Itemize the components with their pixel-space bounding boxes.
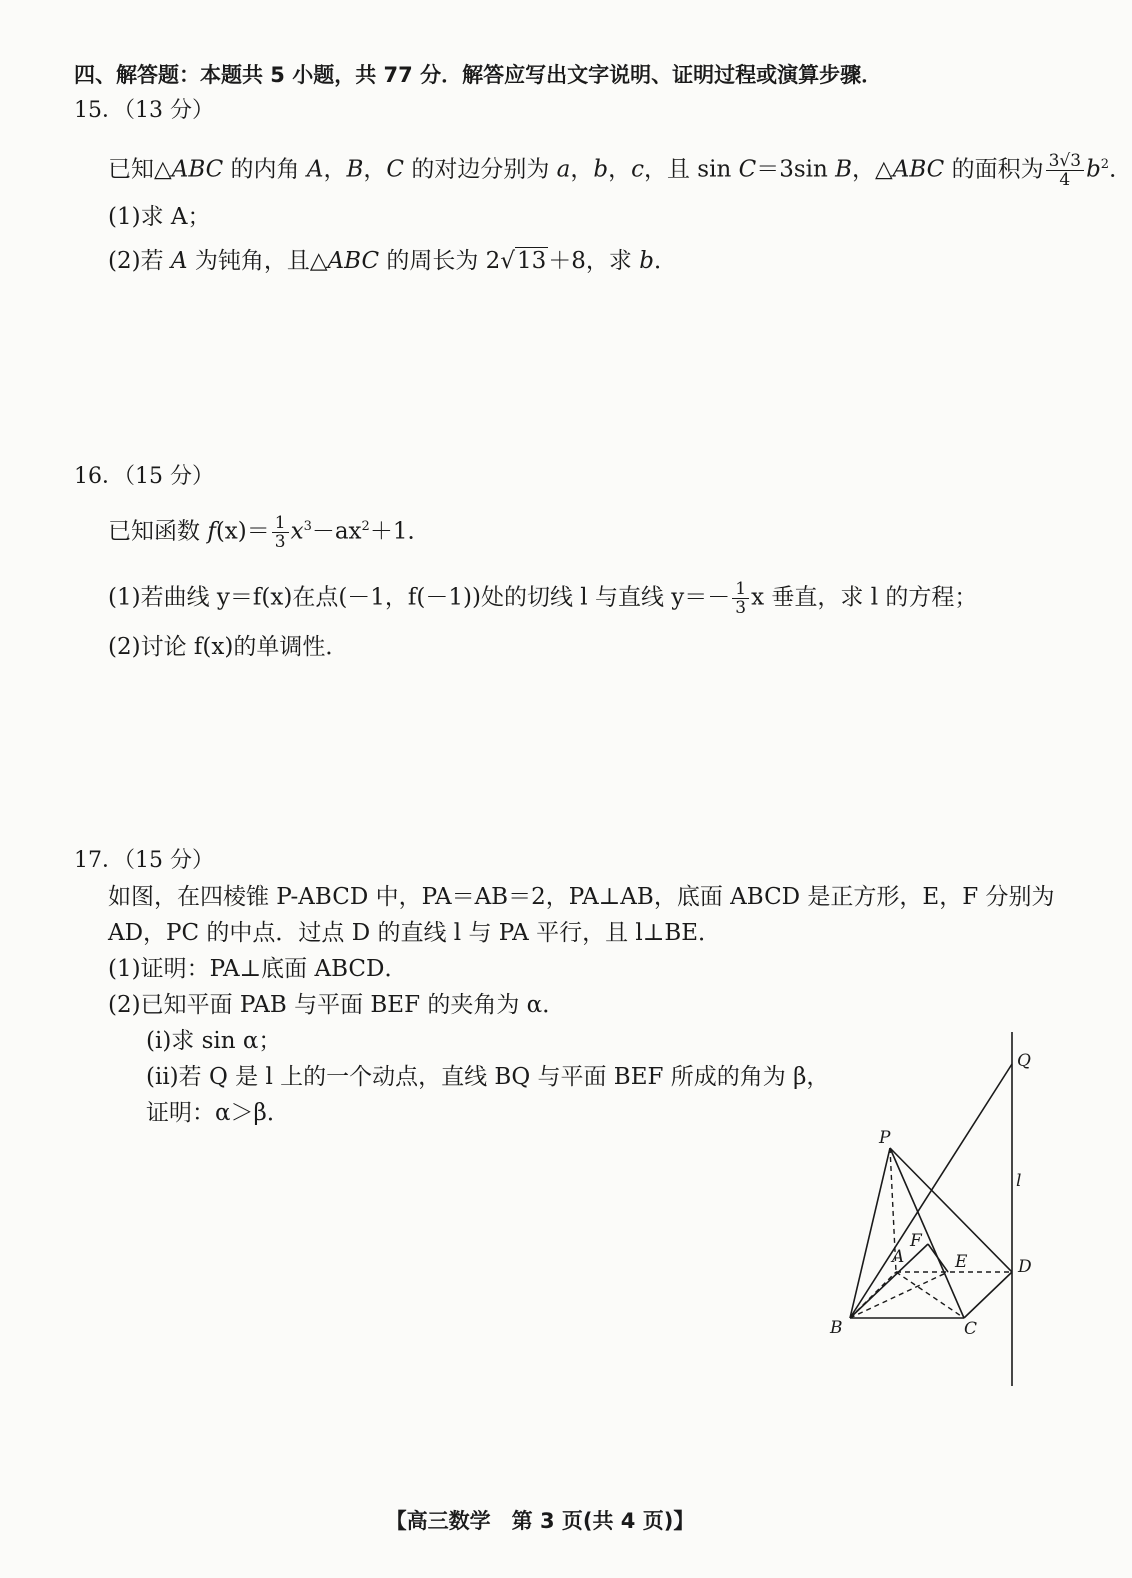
q15-number: 15．（13 分） bbox=[74, 98, 214, 123]
section-header: 四、解答题：本题共 5 小题，共 77 分．解答应写出文字说明、证明过程或演算步骤． bbox=[74, 63, 883, 87]
label-B: B bbox=[830, 1318, 843, 1338]
label-E: E bbox=[955, 1252, 968, 1272]
q17-part2-i: (ⅰ)求 sin α； bbox=[146, 1028, 282, 1054]
label-Q: Q bbox=[1017, 1051, 1031, 1071]
edge-CD bbox=[964, 1272, 1012, 1318]
q16-fraction: $\frac{1}{3}$ bbox=[272, 514, 289, 551]
edge-PB bbox=[850, 1148, 890, 1318]
label-A: A bbox=[892, 1247, 905, 1267]
q16-part1: (1)若曲线 y＝f(x)在点(－1，f(－1))处的切线 l 与直线 y＝－ $\frac{1}{3}$ x 垂直，求 l 的方程； bbox=[108, 579, 978, 618]
page-footer: 【高三数学 第 3 页(共 4 页)】 bbox=[385, 1509, 695, 1533]
q17-part2-ii: (ⅱ)若 Q 是 l 上的一个动点，直线 BQ 与平面 BEF 所成的角为 β， bbox=[146, 1064, 830, 1090]
q17-line1: 如图，在四棱锥 P-ABCD 中，PA＝AB＝2，PA⊥AB，底面 ABCD 是正方形，E，F 分别为 bbox=[108, 884, 1055, 910]
label-P: P bbox=[879, 1128, 891, 1148]
q17-line2: AD，PC 的中点．过点 D 的直线 l 与 PA 平行，且 l⊥BE． bbox=[108, 920, 722, 946]
q17-number: 17．（15 分） bbox=[74, 848, 214, 873]
label-C: C bbox=[964, 1319, 978, 1339]
q15-stem: 已知△ABC 的内角 A，B，C 的对边分别为 a，b，c，且 sin C＝3sin B，△ABC 的面积为 $\frac{3√3}{4}$ $b^2$． bbox=[108, 151, 1132, 190]
edge-PD bbox=[890, 1148, 1012, 1272]
q17-part1: (1)证明：PA⊥底面 ABCD． bbox=[108, 956, 408, 982]
edge-AB bbox=[850, 1272, 896, 1318]
label-l: l bbox=[1016, 1171, 1022, 1191]
q15-fraction: $\frac{3√3}{4}$ bbox=[1046, 152, 1084, 189]
q15-part1: (1)求 A； bbox=[108, 204, 211, 230]
q16-part2: (2)讨论 f(x)的单调性． bbox=[108, 634, 349, 660]
line-BF bbox=[850, 1244, 928, 1318]
q16-part1-fraction: $\frac{1}{3}$ bbox=[732, 580, 749, 617]
q16-stem: 已知函数 f(x)＝ $\frac{1}{3}$ $x^3-ax^2+1$． bbox=[108, 513, 431, 552]
q17-part2-ii-proof: 证明：α＞β． bbox=[146, 1100, 290, 1126]
q16-number: 16．（15 分） bbox=[74, 464, 214, 489]
line-BQ bbox=[850, 1064, 1012, 1318]
label-D: D bbox=[1018, 1257, 1032, 1277]
q15-part2: (2)若 A 为钝角，且△ABC 的周长为 2√13＋8，求 b． bbox=[108, 248, 677, 274]
q17-part2: (2)已知平面 PAB 与平面 BEF 的夹角为 α． bbox=[108, 992, 566, 1018]
label-F: F bbox=[910, 1231, 922, 1251]
line-FE bbox=[928, 1244, 948, 1272]
